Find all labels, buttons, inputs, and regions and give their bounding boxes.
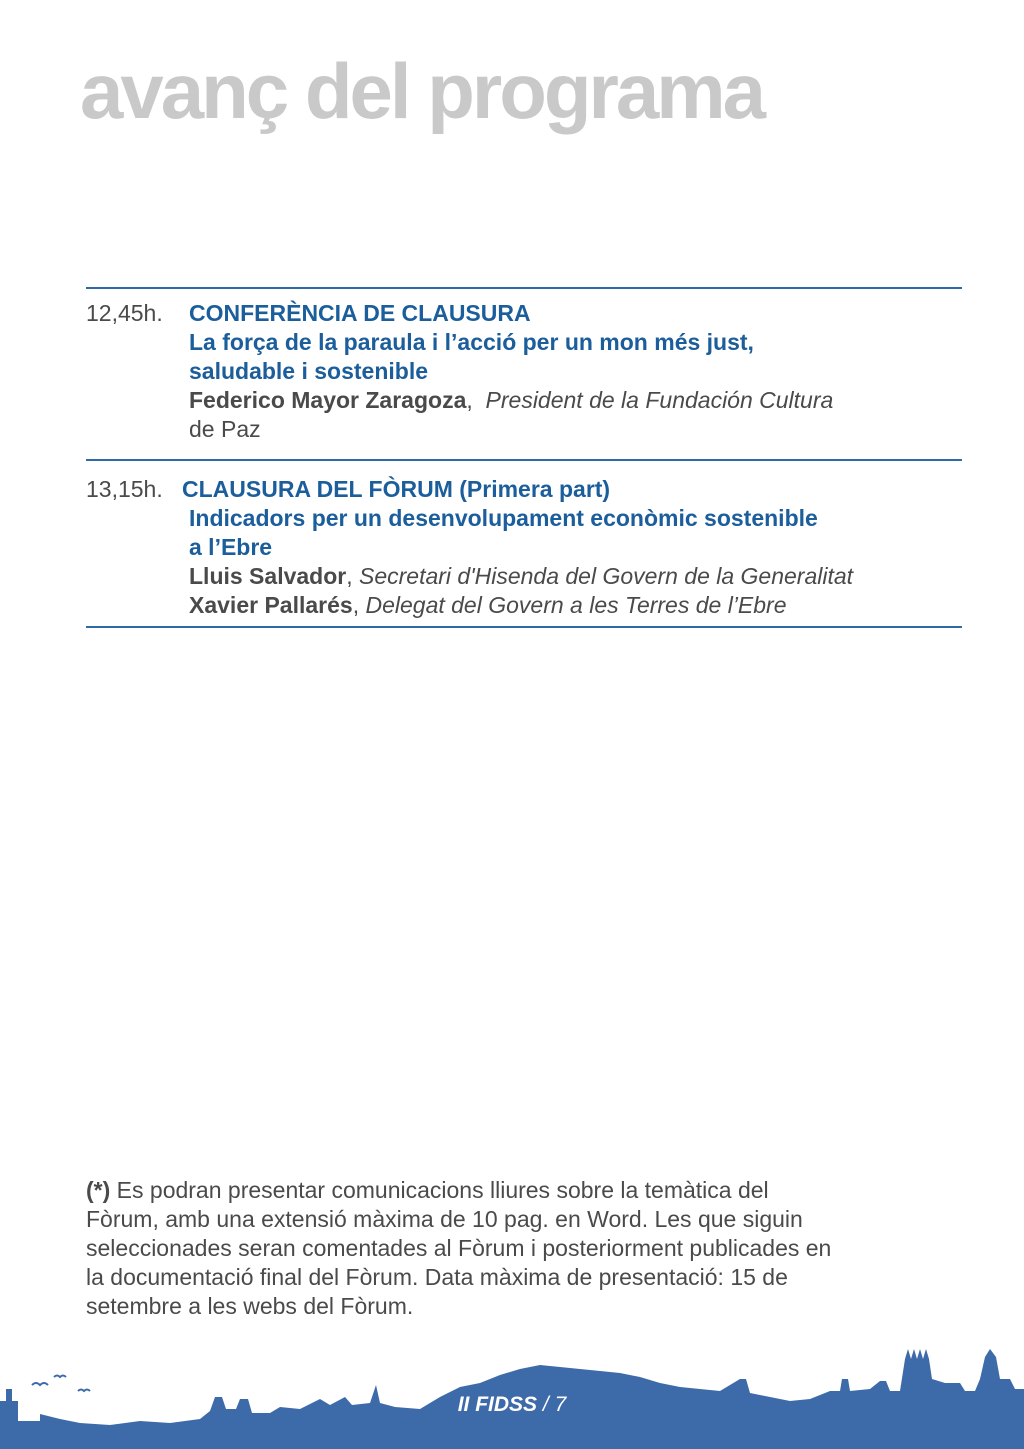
entry-time: 13,15h. [86, 476, 163, 502]
entry-time: 12,45h. [86, 300, 163, 326]
entry-speaker: Lluis Salvador, Secretari d'Hisenda del Govern de la Generalitat [189, 563, 854, 589]
entry-speaker: Xavier Pallarés, Delegat del Govern a les Terres de l’Ebre [189, 592, 787, 618]
footnote-line: la documentació final del Fòrum. Data màxima de presentació: 15 de [86, 1264, 788, 1290]
speaker-name: Xavier Pallarés [189, 592, 353, 618]
page-title: avanç del programa [80, 47, 763, 135]
footnote-line: seleccionades seran comentades al Fòrum i posteriorment publicades en [86, 1235, 832, 1261]
speaker-role: Delegat del Govern a les Terres de l’Ebre [365, 592, 787, 618]
speaker-role: President de la Fundación Cultura [485, 387, 834, 413]
divider-middle [86, 459, 962, 461]
footnote [86, 1176, 966, 1321]
divider-bottom [86, 626, 962, 628]
footnote-marker: (*) [86, 1177, 111, 1203]
footnote-line: setembre a les webs del Fòrum. [86, 1293, 414, 1319]
entry-subtitle-line: Indicadors per un desenvolupament econòmic sostenible [189, 505, 818, 531]
speaker-role-continued: de Paz [189, 416, 261, 442]
entry-subtitle-line: La força de la paraula i l’acció per un mon més just, [189, 329, 754, 355]
speaker-role: Secretari d'Hisenda del Govern de la Generalitat [359, 563, 854, 589]
entry-subtitle-line: a l’Ebre [189, 534, 273, 560]
program-entry-closing-conference [86, 299, 976, 449]
footnote-line: Es podran presentar comunicacions lliures sobre la temàtica del [116, 1177, 769, 1203]
page-number: / 7 [542, 1393, 567, 1416]
speaker-name: Federico Mayor Zaragoza [189, 387, 467, 413]
entry-speaker: Federico Mayor Zaragoza, President de la Fundación Cultura [189, 387, 834, 413]
footnote-line: Fòrum, amb una extensió màxima de 10 pag. en Word. Les que siguin [86, 1206, 803, 1232]
entry-heading: CONFERÈNCIA DE CLAUSURA [189, 300, 531, 326]
divider-top [86, 287, 962, 289]
program-entry-forum-closing [86, 475, 976, 625]
entry-subtitle-line: saludable i sostenible [189, 358, 429, 384]
entry-heading: CLAUSURA DEL FÒRUM (Primera part) [182, 476, 611, 502]
speaker-name: Lluis Salvador [189, 563, 347, 589]
bird-icons [32, 1376, 90, 1392]
footer-label [0, 1393, 1024, 1417]
footer-event-name: II FIDSS [457, 1393, 538, 1416]
